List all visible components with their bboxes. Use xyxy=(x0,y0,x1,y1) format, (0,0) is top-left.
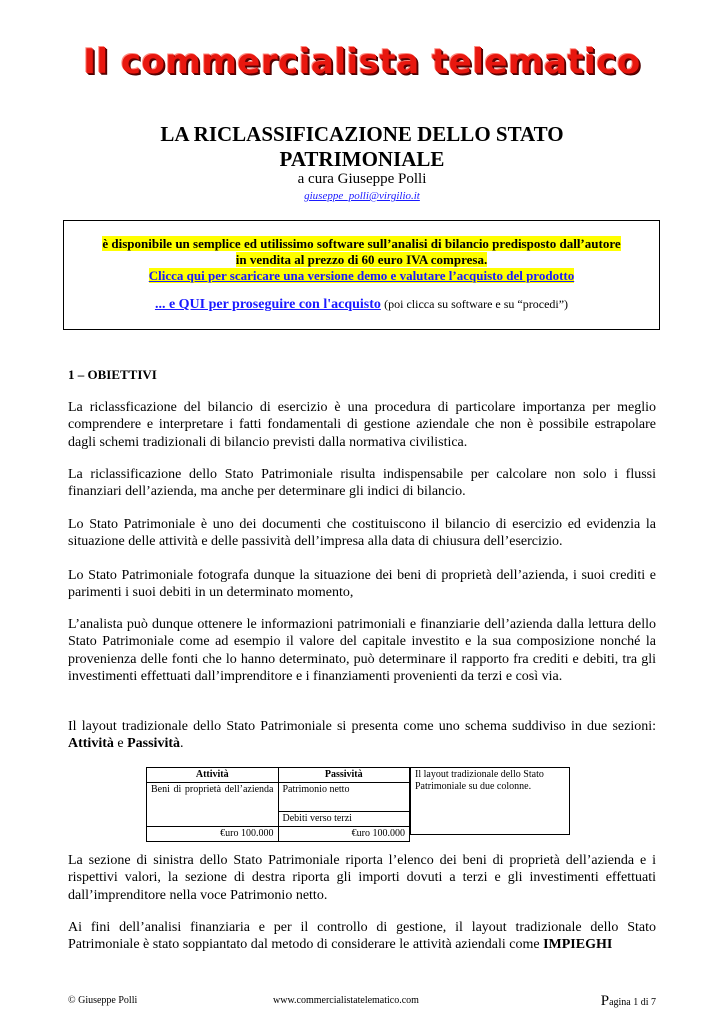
p6-end: . xyxy=(180,736,184,752)
promo-line-2: in vendita al prezzo di 60 euro IVA compresa. xyxy=(235,252,488,267)
paragraph-8 xyxy=(68,919,656,954)
document-title xyxy=(80,122,644,172)
footer-copyright: © Giuseppe Polli xyxy=(68,995,138,1006)
author-email-link[interactable]: giuseppe_polli@virgilio.it xyxy=(304,190,420,202)
p6-and: e xyxy=(113,736,128,752)
buy-note: (poi clicca su software e su “procedi”) xyxy=(384,297,569,311)
demo-download-link[interactable]: Clicca qui per scaricare una versione demo e valutare l’acquisto del prodotto xyxy=(148,268,575,283)
cell-debiti: Debiti verso terzi xyxy=(278,812,410,827)
paragraph-4: Lo Stato Patrimoniale fotografa dunque la situazione dei beni di proprietà dell’azienda, i suoi crediti e parimenti i suoi debiti in un determinato momento, xyxy=(68,568,656,601)
cell-total-passivita: €uro 100.000 xyxy=(278,827,410,842)
cell-total-attivita: €uro 100.000 xyxy=(147,827,279,842)
header-attivita: Attività xyxy=(147,768,279,783)
author-line: a cura Giuseppe Polli xyxy=(297,171,427,187)
paragraph-3: Lo Stato Patrimoniale è uno dei documenti che costituiscono il bilancio di esercizio ed evidenzia la situazione delle attività e delle passività dell’impresa alla data di chiusura dell’esercizio. xyxy=(68,517,656,550)
promo-box xyxy=(63,220,660,330)
buy-link[interactable]: ... e QUI per proseguire con l'acquisto xyxy=(154,297,381,312)
section-heading: 1 – OBIETTIVI xyxy=(68,367,157,382)
promo-line-1: è disponibile un semplice ed utilissimo software sull’analisi di bilancio predisposto dall’autore xyxy=(102,236,621,251)
page-text: agina 1 di 7 xyxy=(609,997,656,1008)
title-line-2: PATRIMONIALE xyxy=(279,147,445,171)
paragraph-1: La riclassficazione del bilancio di esercizio è una procedura di particolare importanza per meglio comprendere e interpretare i fatti fondamentali di gestione aziendale che non è possibile estrapolare dagli schemi tradizionali di bilancio previsti dalla normativa civilistica. xyxy=(68,400,656,450)
page-initial: P xyxy=(600,993,610,1009)
p6-passivita: Passività xyxy=(127,736,180,752)
footer-website: www.commercialistatelematico.com xyxy=(273,995,419,1006)
stato-patrimoniale-table xyxy=(146,767,410,842)
paragraph-5: L’analista può dunque ottenere le informazioni patrimoniali e finanziarie dell’azienda dalla lettura dello Stato Patrimoniale come ad esempio il valore del capitale investito e la sua composizione nonché la provenienza delle fonti che lo hanno determinato, può determinare il rapporto fra crediti e debiti, tra gli investimenti effettuati dall’imprenditore e i finanziamenti provenienti da terzi e così via. xyxy=(68,617,656,684)
title-line-1: LA RICLASSIFICAZIONE DELLO STATO xyxy=(160,122,564,146)
p8-text: Ai fini dell’analisi finanziaria e per il controllo di gestione, il layout tradizionale dello Stato Patrimoniale è stato soppiantato dal metodo di considerare le attività aziendali come xyxy=(68,920,656,953)
paragraph-7: La sezione di sinistra dello Stato Patrimoniale riporta l’elenco dei beni di proprietà dell’azienda e i rispettivi valori, la sezione di destra riporta gli importi dovuti a terzi e gli investimenti effettuati dall’imprenditore nella voce Patrimonio netto. xyxy=(68,853,656,903)
page-footer xyxy=(68,993,656,1009)
paragraph-2: La riclassificazione dello Stato Patrimoniale risulta indispensabile per calcolare non solo i flussi finanziari dell’azienda, ma anche per determinare gli indici di bilancio. xyxy=(68,467,656,500)
cell-beni: Beni di proprietà dell’azienda xyxy=(147,783,279,827)
p8-impieghi: IMPIEGHI xyxy=(543,937,613,953)
site-banner-logo: Il commercialista telematico xyxy=(83,42,641,82)
table-side-note: Il layout tradizionale dello Stato Patrimoniale su due colonne. xyxy=(410,767,570,835)
cell-patrimonio-netto: Patrimonio netto xyxy=(278,783,410,812)
header-passivita: Passività xyxy=(278,768,410,783)
p6-text: Il layout tradizionale dello Stato Patrimoniale si presenta come uno schema suddiviso in due sezioni: xyxy=(68,719,656,734)
footer-page-number xyxy=(601,993,656,1010)
paragraph-6 xyxy=(68,718,656,753)
p6-attivita: Attività xyxy=(68,736,114,752)
